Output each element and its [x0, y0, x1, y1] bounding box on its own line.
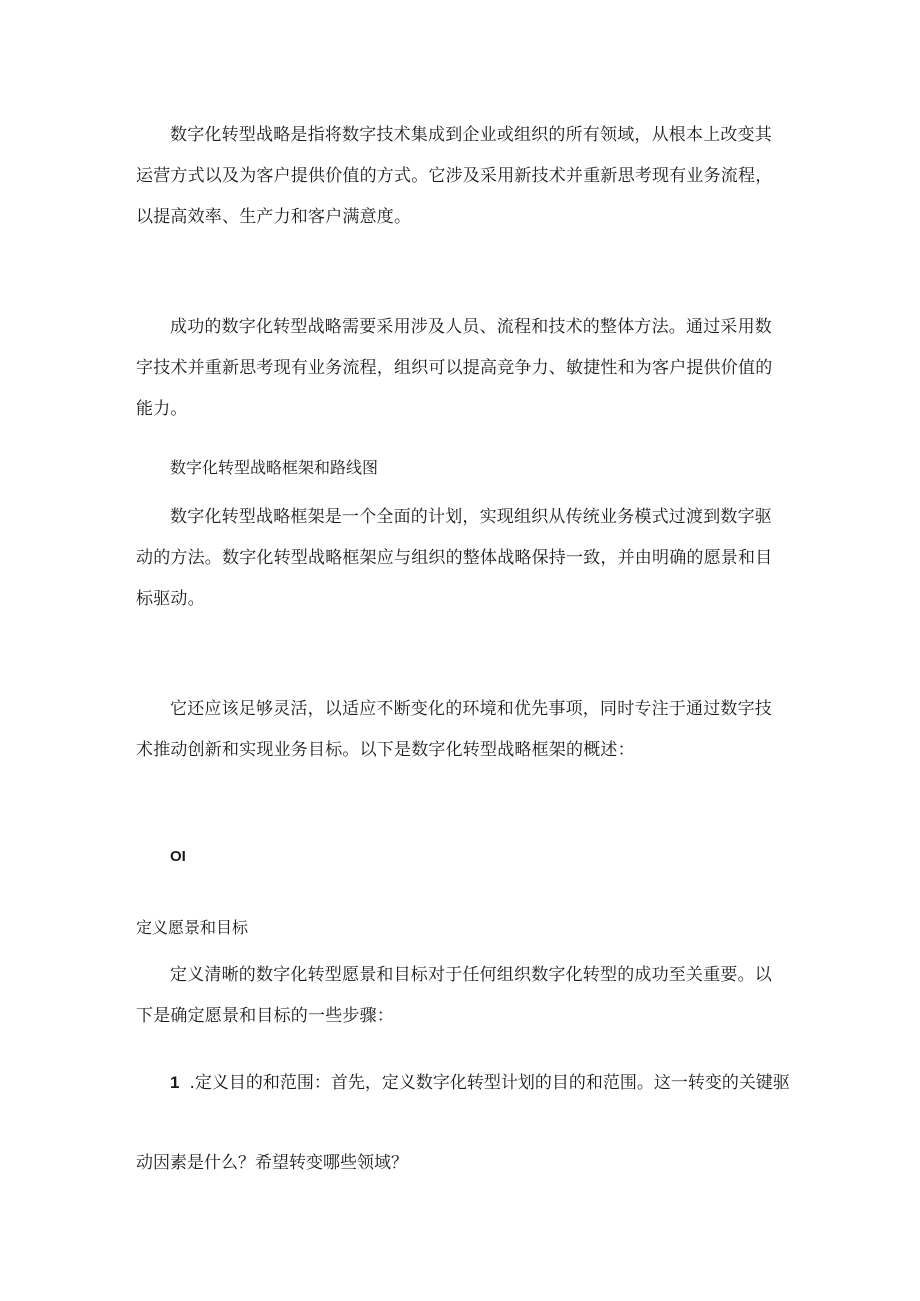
step-continuation: 动因素是什么？希望转变哪些领域？	[136, 1153, 408, 1173]
step-number: 1	[170, 1073, 180, 1092]
section-heading: 数字化转型战略框架和路线图	[170, 458, 379, 477]
paragraph-holistic-approach: 成功的数字化转型战略需要采用涉及人员、流程和技术的整体方法。通过采用数字技术并重新思考现有业务流程，组织可以提高竞争力、敏捷性和为客户提供价值的能力。	[136, 317, 773, 419]
paragraph-framework: 数字化转型战略框架是一个全面的计划，实现组织从传统业务模式过渡到数字驱动的方法。数字化转型战略框架应与组织的整体战略保持一致，并由明确的愿景和目标驱动。	[136, 507, 773, 609]
paragraph-flexibility: 它还应该足够灵活，以适应不断变化的环境和优先事项，同时专注于通过数字技术推动创新和实现业务目标。以下是数字化转型战略框架的概述：	[136, 699, 772, 760]
step-item	[170, 1071, 790, 1095]
paragraph-vision-goals: 定义清晰的数字化转型愿景和目标对于任何组织数字化转型的成功至关重要。以下是确定愿景和目标的一些步骤：	[136, 965, 772, 1026]
section-number: OI	[170, 848, 186, 865]
paragraph-intro: 数字化转型战略是指将数字技术集成到企业或组织的所有领域，从根本上改变其运营方式以及为客户提供价值的方式。它涉及采用新技术并重新思考现有业务流程，以提高效率、生产力和客户满意度。	[136, 125, 773, 227]
section-title: 定义愿景和目标	[136, 918, 249, 937]
step-text: .定义目的和范围：首先，定义数字化转型计划的目的和范围。这一转变的关键驱	[189, 1073, 790, 1093]
